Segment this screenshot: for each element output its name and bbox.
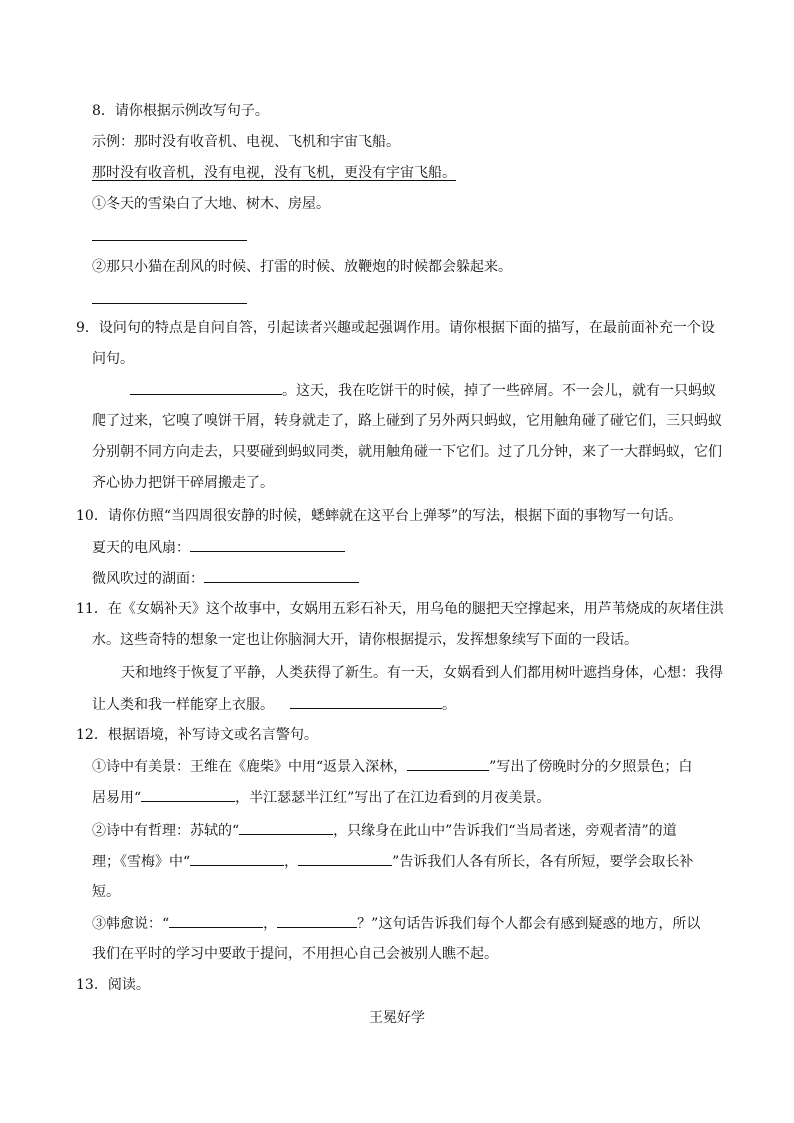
q8-item-2: ②那只小猫在刮风的时候、打雷的时候、放鞭炮的时候都会躲起来。: [92, 259, 512, 275]
q10-answer-blank-2[interactable]: [204, 568, 359, 583]
q8-item-1: ①冬天的雪染白了大地、树木、房屋。: [92, 196, 330, 212]
q12-line-6: ③韩愈说：“ ， ？”这句话告诉我们每个人都会有感到疑惑的地方，所以: [92, 913, 700, 933]
q9-answer-blank[interactable]: [130, 380, 282, 395]
q12-line-2: 居易用“ ，半江瑟瑟半江红”写出了在江边看到的月夜美景。: [92, 787, 550, 807]
q12-blank-6[interactable]: [169, 913, 263, 928]
q11-line-1: 11．在《女娲补天》这个故事中，女娲用五彩石补天，用乌龟的腿把天空撑起来，用芦苇烧成的灰堵住洪: [76, 601, 724, 617]
q9-paragraph-line-2: 爬了过来，它嗅了嗅饼干屑，转身就走了，路上碰到了另外两只蚂蚁，它用触角碰了碰它们，三只蚂蚁: [92, 413, 722, 429]
q8-example: 示例：那时没有收音机、电视、飞机和宇宙飞船。: [92, 134, 400, 150]
q12-line-5: 短。: [92, 884, 120, 900]
q10-item-2: 微风吹过的湖面：: [92, 568, 359, 588]
q9-line-2: 问句。: [92, 351, 134, 367]
q12-blank-3[interactable]: [239, 820, 333, 835]
q12-blank-7[interactable]: [277, 913, 357, 928]
passage-title: 王冕好学: [369, 1010, 425, 1026]
q9-paragraph-line-4: 齐心协力把饼干碎屑搬走了。: [92, 475, 274, 491]
q10-answer-blank-1[interactable]: [190, 537, 345, 552]
q12-blank-4[interactable]: [190, 851, 284, 866]
q8-example-answer: 那时没有收音机，没有电视，没有飞机，更没有宇宙飞船。: [92, 165, 456, 181]
q9-line-1: 9．设问句的特点是自问自答，引起读者兴趣或起强调作用。请你根据下面的描写，在最前面补充一个设: [76, 320, 715, 336]
q12-blank-2[interactable]: [141, 787, 235, 802]
q11-line-2: 水。这些奇特的想象一定也让你脑洞大开，请你根据提示，发挥想象续写下面的一段话。: [92, 632, 638, 648]
q12-line-1: ①诗中有美景：王维在《鹿柴》中用“返景入深林， ”写出了傍晚时分的夕照景色；白: [92, 756, 692, 776]
q12-line-7: 我们在平时的学习中要敢于提问，不用担心自己会被别人瞧不起。: [92, 946, 498, 962]
q12-line-4: 理；《雪梅》中“ ， ”告诉我们人各有所长，各有所短，要学会取长补: [92, 851, 693, 871]
q12-blank-1[interactable]: [407, 756, 489, 771]
q11-paragraph-line-2: 让人类和我一样能穿上衣服。 。: [92, 694, 456, 714]
q12-blank-5[interactable]: [298, 851, 392, 866]
q11-answer-blank[interactable]: [290, 694, 442, 709]
q8-answer-line-2[interactable]: [92, 303, 247, 304]
q12-title: 12．根据语境，补写诗文或名言警句。: [76, 727, 318, 743]
q12-line-3: ②诗中有哲理：苏轼的“ ，只缘身在此山中”告诉我们“当局者迷，旁观者清”的道: [92, 820, 677, 840]
q11-paragraph-line-1: 天和地终于恢复了平静，人类获得了新生。有一天，女娲看到人们都用树叶遮挡身体，心想：我得: [121, 665, 723, 681]
q9-paragraph-line-3: 分别朝不同方向走去，只要碰到蚂蚁同类，就用触角碰一下它们。过了几分钟，来了一大群蚂蚁，它们: [92, 444, 722, 460]
q10-item-1: 夏天的电风扇：: [92, 537, 345, 557]
q8-answer-line-1[interactable]: [92, 240, 247, 241]
q13-title: 13．阅读。: [76, 977, 150, 993]
q10-title: 10．请你仿照“当四周很安静的时候，蟋蟀就在这平台上弹琴”的写法，根据下面的事物写一句话。: [76, 508, 683, 524]
q9-paragraph-line-1: 。这天，我在吃饼干的时候，掉了一些碎屑。不一会儿，就有一只蚂蚁: [130, 380, 716, 400]
q8-title: 8．请你根据示例改写句子。: [92, 103, 269, 119]
